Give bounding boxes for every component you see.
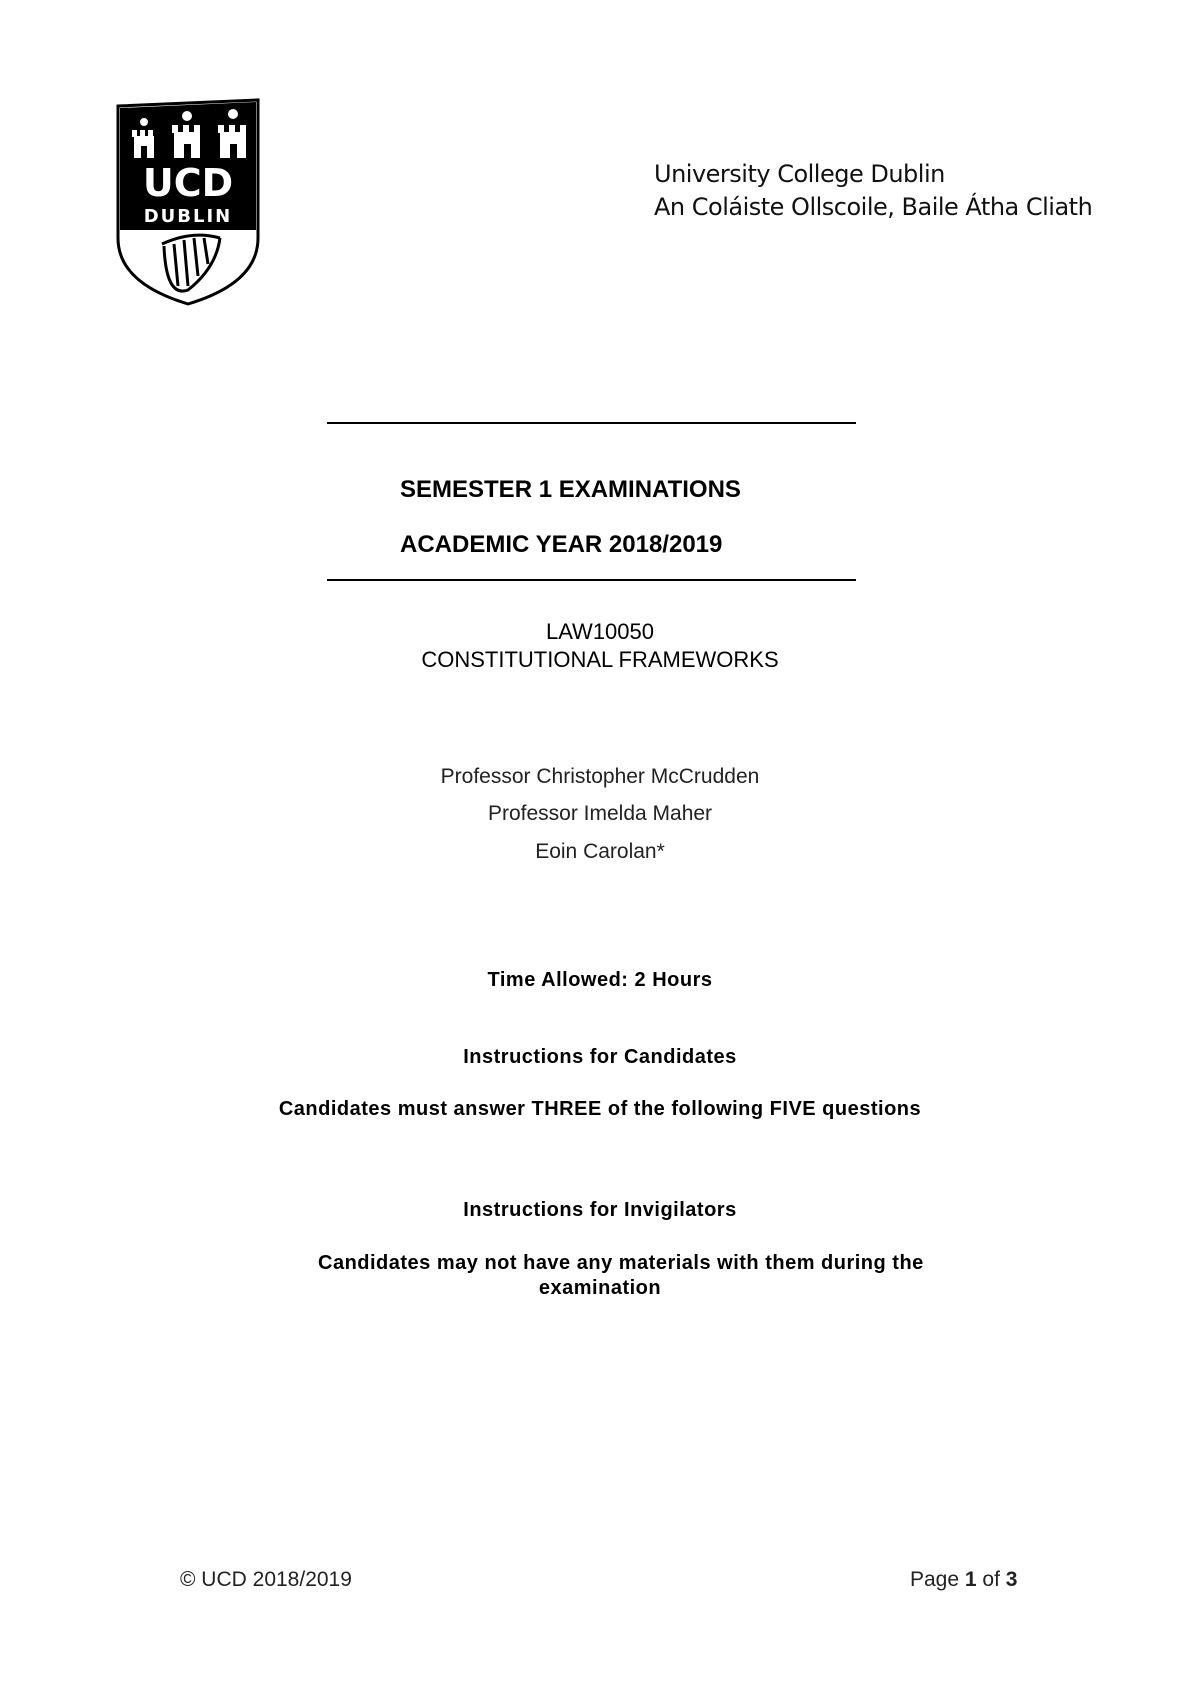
logo-text-ucd: UCD: [142, 161, 234, 205]
page-total: 3: [1005, 1568, 1018, 1591]
examiner-2: Professor Imelda Maher: [487, 802, 713, 825]
invigilators-text-line1: Candidates may not have any materials with them during the: [318, 1252, 924, 1274]
semester-heading: SEMESTER 1 EXAMINATIONS: [400, 476, 741, 503]
invigilators-heading: Instructions for Invigilators: [463, 1199, 737, 1221]
page-current: 1: [964, 1568, 977, 1591]
course-code: LAW10050: [545, 619, 655, 644]
logo-text-dublin: DUBLIN: [143, 206, 233, 227]
footer-copyright: © UCD 2018/2019: [180, 1568, 352, 1591]
page-label: Page: [910, 1568, 960, 1591]
ucd-logo: [116, 98, 260, 306]
institution-name-ga: An Coláiste Ollscoile, Baile Átha Cliath: [654, 193, 1093, 221]
invigilators-text-line2: examination: [538, 1277, 662, 1299]
academic-year-heading: ACADEMIC YEAR 2018/2019: [400, 531, 723, 558]
course-title: CONSTITUTIONAL FRAMEWORKS: [421, 647, 779, 672]
bottom-rule: [327, 579, 856, 581]
institution-name-en: University College Dublin: [654, 160, 945, 188]
page-of: of: [982, 1568, 1000, 1591]
top-rule: [327, 422, 856, 424]
candidates-text: Candidates must answer THREE of the following FIVE questions: [278, 1098, 922, 1120]
ucd-crest-icon: [116, 98, 260, 306]
time-allowed: Time Allowed: 2 Hours: [487, 969, 713, 991]
candidates-heading: Instructions for Candidates: [463, 1046, 737, 1068]
institution-name: [654, 158, 1092, 224]
examiner-1: Professor Christopher McCrudden: [440, 765, 760, 788]
footer-page-number: [910, 1568, 1017, 1592]
course-block: [0, 618, 1200, 674]
examiner-3: Eoin Carolan*: [535, 840, 665, 863]
